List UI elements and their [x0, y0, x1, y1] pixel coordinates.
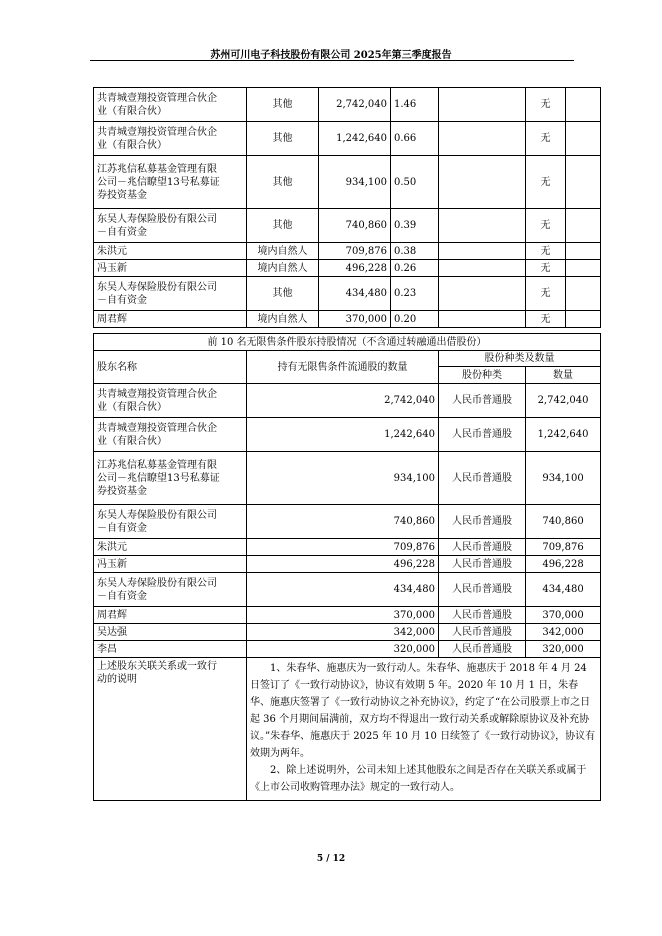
- pledge-status: 无: [526, 243, 566, 260]
- share-type: 人民币普通股: [439, 556, 526, 573]
- col-header-amount: 数量: [526, 367, 601, 384]
- shares-held: 496,228: [319, 260, 391, 277]
- col-header-type-group: 股份种类及数量: [439, 351, 601, 367]
- shareholder-name: 周君辉: [94, 311, 247, 328]
- shares-held: 934,100: [319, 156, 391, 209]
- shares-held: 709,876: [319, 243, 391, 260]
- restricted-shares: [439, 156, 526, 209]
- relation-note-label: 上述股东关联关系或一致行 动的说明: [94, 658, 247, 801]
- shareholder-name: 周君辉: [94, 607, 247, 624]
- restricted-shares: [439, 277, 526, 311]
- col-header-qty: 持有无限售条件流通股的数量: [247, 351, 439, 384]
- unrestricted-row: [94, 573, 601, 607]
- share-amount: 320,000: [526, 641, 601, 658]
- unrestricted-row: [94, 418, 601, 452]
- shareholder-name: 吴达强: [94, 624, 247, 641]
- unrestricted-qty: 496,228: [247, 556, 439, 573]
- page-number: 5 / 12: [316, 854, 346, 864]
- shares-held: 1,242,640: [319, 122, 391, 156]
- pledge-quantity: [566, 277, 601, 311]
- shareholder-name: 东吴人寿保险股份有限公司 －自有资金: [94, 505, 247, 539]
- shareholder-nature: 境内自然人: [247, 311, 319, 328]
- unrestricted-qty: 934,100: [247, 452, 439, 505]
- shareholder-name: 冯玉新: [94, 556, 247, 573]
- holding-ratio: 0.66: [391, 122, 439, 156]
- share-type: 人民币普通股: [439, 607, 526, 624]
- shareholder-name: 朱洪元: [94, 539, 247, 556]
- shareholder-name: 东吴人寿保险股份有限公司 －自有资金: [94, 277, 247, 311]
- share-amount: 934,100: [526, 452, 601, 505]
- pledge-quantity: [566, 156, 601, 209]
- unrestricted-qty: 342,000: [247, 624, 439, 641]
- share-amount: 740,860: [526, 505, 601, 539]
- pledge-status: 无: [526, 122, 566, 156]
- shares-held: 740,860: [319, 209, 391, 243]
- unrestricted-qty: 709,876: [247, 539, 439, 556]
- unrestricted-row: [94, 641, 601, 658]
- holding-ratio: 0.23: [391, 277, 439, 311]
- pledge-status: 无: [526, 88, 566, 122]
- relation-note-para2: 2、除上述说明外，公司未知上述其他股东之间是否存在关联关系或属于《上市公司收购管理办法》规定的一致行动人。: [250, 765, 587, 793]
- shareholder-name: 江苏兆信私募基金管理有限 公司－兆信瞭望13号私募证 券投资基金: [94, 156, 247, 209]
- share-amount: 434,480: [526, 573, 601, 607]
- pledge-quantity: [566, 122, 601, 156]
- page-header-title: 苏州可川电子科技股份有限公司 2025年第三季度报告: [210, 50, 452, 61]
- shareholder-name: 东吴人寿保险股份有限公司 －自有资金: [94, 209, 247, 243]
- top10-shareholders-table: [93, 87, 601, 328]
- shareholder-name: 冯玉新: [94, 260, 247, 277]
- restricted-shares: [439, 243, 526, 260]
- unrestricted-row: [94, 624, 601, 641]
- header-rule: [90, 60, 574, 61]
- relation-note-content: [247, 658, 601, 801]
- pledge-status: 无: [526, 156, 566, 209]
- pledge-status: 无: [526, 260, 566, 277]
- shareholder-name: 江苏兆信私募基金管理有限 公司－兆信瞭望13号私募证 券投资基金: [94, 452, 247, 505]
- shareholder-row: [94, 156, 601, 209]
- unrestricted-row: [94, 556, 601, 573]
- top10-unrestricted-table: [93, 333, 601, 801]
- col-header-name: 股东名称: [94, 351, 247, 384]
- share-type: 人民币普通股: [439, 539, 526, 556]
- shareholder-name: 东吴人寿保险股份有限公司 －自有资金: [94, 573, 247, 607]
- shareholder-row: [94, 311, 601, 328]
- shareholder-nature: 境内自然人: [247, 243, 319, 260]
- unrestricted-row: [94, 505, 601, 539]
- unrestricted-row: [94, 539, 601, 556]
- unrestricted-qty: 1,242,640: [247, 418, 439, 452]
- unrestricted-qty: 740,860: [247, 505, 439, 539]
- shareholder-nature: 境内自然人: [247, 260, 319, 277]
- pledge-status: 无: [526, 277, 566, 311]
- shareholder-name: 李昌: [94, 641, 247, 658]
- shares-held: 370,000: [319, 311, 391, 328]
- restricted-shares: [439, 122, 526, 156]
- restricted-shares: [439, 209, 526, 243]
- pledge-quantity: [566, 243, 601, 260]
- holding-ratio: 0.50: [391, 156, 439, 209]
- unrestricted-qty: 320,000: [247, 641, 439, 658]
- share-type: 人民币普通股: [439, 384, 526, 418]
- holding-ratio: 1.46: [391, 88, 439, 122]
- shareholder-row: [94, 260, 601, 277]
- shareholder-nature: 其他: [247, 122, 319, 156]
- shareholder-nature: 其他: [247, 156, 319, 209]
- pledge-quantity: [566, 260, 601, 277]
- share-amount: 1,242,640: [526, 418, 601, 452]
- shareholder-name: 共青城壹翔投资管理合伙企 业（有限合伙）: [94, 418, 247, 452]
- unrestricted-row: [94, 384, 601, 418]
- shares-held: 434,480: [319, 277, 391, 311]
- share-type: 人民币普通股: [439, 418, 526, 452]
- unrestricted-qty: 434,480: [247, 573, 439, 607]
- share-type: 人民币普通股: [439, 573, 526, 607]
- share-amount: 709,876: [526, 539, 601, 556]
- pledge-quantity: [566, 209, 601, 243]
- col-header-type: 股份种类: [439, 367, 526, 384]
- unrestricted-row: [94, 607, 601, 624]
- restricted-shares: [439, 88, 526, 122]
- shareholder-name: 共青城壹翔投资管理合伙企 业（有限合伙）: [94, 384, 247, 418]
- shares-held: 2,742,040: [319, 88, 391, 122]
- shareholder-nature: 其他: [247, 277, 319, 311]
- holding-ratio: 0.39: [391, 209, 439, 243]
- unrestricted-row: [94, 452, 601, 505]
- shareholder-name: 共青城壹翔投资管理合伙企 业（有限合伙）: [94, 122, 247, 156]
- pledge-quantity: [566, 88, 601, 122]
- holding-ratio: 0.20: [391, 311, 439, 328]
- shareholder-nature: 其他: [247, 209, 319, 243]
- pledge-status: 无: [526, 311, 566, 328]
- relation-note-para1: 1、朱春华、施惠庆为一致行动人。朱春华、施惠庆于 2018 年 4 月 24 日签订了《一致行动协议》，协议有效期 5 年。2020 年 10 月 1 日，朱春华、施惠庆签署了《一致行动协议之补充协议》，约定了“在公司股票上市之日起 36 个月期间届满前，双方均不得退出一致行动关系或解除原协议及补充协议。”朱春华、施惠庆于 2025 年 10 月 10 日续签了《一致行动协议》，协议有效期为两年。: [250, 663, 596, 759]
- unrestricted-section-title: 前 10 名无限售条件股东持股情况（不含通过转融通出借股份）: [94, 334, 601, 351]
- share-type: 人民币普通股: [439, 641, 526, 658]
- shareholder-row: [94, 122, 601, 156]
- share-type: 人民币普通股: [439, 452, 526, 505]
- share-amount: 496,228: [526, 556, 601, 573]
- restricted-shares: [439, 311, 526, 328]
- share-type: 人民币普通股: [439, 624, 526, 641]
- shareholder-name: 朱洪元: [94, 243, 247, 260]
- holding-ratio: 0.38: [391, 243, 439, 260]
- shareholder-row: [94, 209, 601, 243]
- shareholder-nature: 其他: [247, 88, 319, 122]
- shareholder-row: [94, 88, 601, 122]
- holding-ratio: 0.26: [391, 260, 439, 277]
- share-amount: 342,000: [526, 624, 601, 641]
- unrestricted-qty: 370,000: [247, 607, 439, 624]
- share-amount: 370,000: [526, 607, 601, 624]
- share-amount: 2,742,040: [526, 384, 601, 418]
- share-type: 人民币普通股: [439, 505, 526, 539]
- unrestricted-qty: 2,742,040: [247, 384, 439, 418]
- pledge-status: 无: [526, 209, 566, 243]
- pledge-quantity: [566, 311, 601, 328]
- restricted-shares: [439, 260, 526, 277]
- shareholder-name: 共青城壹翔投资管理合伙企 业（有限合伙）: [94, 88, 247, 122]
- shareholder-row: [94, 277, 601, 311]
- shareholder-row: [94, 243, 601, 260]
